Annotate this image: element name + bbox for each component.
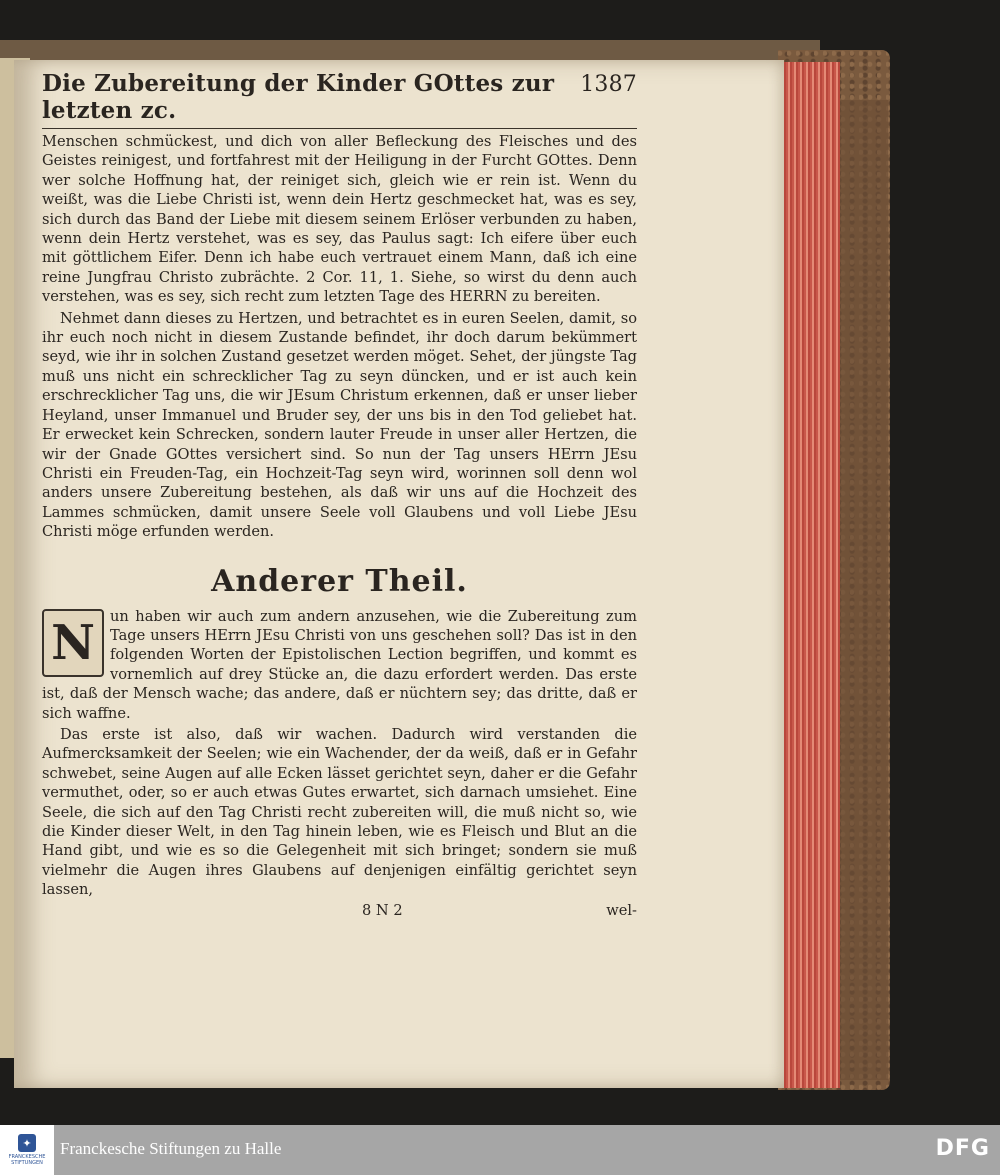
- page-text: [42, 70, 637, 919]
- institution-logo[interactable]: [0, 1125, 54, 1175]
- running-head: [42, 70, 637, 129]
- catchword: wel-: [606, 901, 637, 919]
- running-title: Die Zubereitung der Kinder GOttes zur letzten zc.: [42, 70, 555, 124]
- emblem-icon: ✦: [18, 1134, 36, 1152]
- institution-name[interactable]: Franckesche Stiftungen zu Halle: [60, 1139, 282, 1158]
- dfg-logo[interactable]: DFG: [935, 1136, 990, 1161]
- page-number: 1387: [580, 72, 637, 97]
- section-heading: Anderer Theil.: [211, 563, 468, 599]
- page-foot: [42, 902, 637, 919]
- paragraph-3: un haben wir auch zum andern anzusehen, wie die Zubereitung zum Tage unsers HErrn JEsu Christi von uns geschehen soll? Das ist in den folgenden Worten der Epistolischen Lection begriffen, und kommt es vornemlich auf drey Stücke an, die dazu erfordert werden. Das erste ist, daß der Mensch wache; das andere, daß er nüchtern sey; das dritte, daß er sich waffne.: [42, 607, 637, 722]
- paragraph-4: Das erste ist also, daß wir wachen. Dadurch wird verstanden die Aufmercksamkeit der Seelen; wie ein Wachender, der da weiß, daß er in Gefahr schwebet, seine Augen auf alle Ecken lässet gerichtet seyn, daher er die Gefahr vermuthet, oder, so er auch etwas Gutes erwartet, sich darnach umsiehet. Eine Seele, die sich auf den Tag Christi recht zubereiten will, die muß nicht so, wie die Kinder dieser Welt, in den Tag hinein leben, wie es Fleisch und Blut an die Hand gibt, und wie es so die Gelegenheit mit sich bringet; sondern sie muß vielmehr die Augen ihres Glaubens auf denjenigen einfältig gerichtet seyn lassen,: [42, 725, 637, 899]
- signature-mark: 8 N 2: [362, 901, 403, 919]
- paragraph-3-block: [42, 607, 637, 723]
- decorated-initial: N: [42, 609, 104, 677]
- logo-label: FRANCKESCHE STIFTUNGEN: [8, 1154, 46, 1166]
- viewer-footer: [0, 1125, 1000, 1175]
- cover-edge: [840, 100, 888, 1080]
- paragraph-2: Nehmet dann dieses zu Hertzen, und betrachtet es in euren Seelen, damit, so ihr euch noch nicht in diesem Zustande befindet, ihr doch darum bekümmert seyd, wie ihr in solchen Zustand gesetzet werden möget. Sehet, der jüngste Tag muß uns nicht ein schrecklicher Tag zu seyn düncken, und er ist auch kein erschrecklicher Tag uns, die wir JEsum Christum erkennen, daß er unser lieber Heyland, unser Immanuel und Bruder sey, der uns bis in den Tod geliebet hat. Er erwecket kein Schrecken, sondern lauter Freude in unser aller Hertzen, die wir der Gnade GOttes versichert sind. So nun der Tag unsers HErrn JEsu Christi ein Freuden-Tag, ein Hochzeit-Tag seyn wird, worinnen soll denn wol anders unsere Zubereitung bestehen, als daß wir uns auf die Hochzeit des Lammes schmücken, damit unsere Seele voll Glaubens und voll Liebe JEsu Christi möge erfunden werden.: [42, 309, 637, 541]
- paragraph-1: Menschen schmückest, und dich von aller Befleckung des Fleisches und des Geistes reinigest, und fortfahrest mit der Heiligung in der Furcht GOttes. Denn wer solche Hoffnung hat, der reiniget sich, gleich wie er rein ist. Wenn du weißt, was die Liebe Christi ist, wenn dein Hertz geschmecket hat, was es sey, sich durch das Band der Liebe mit diesem seinem Erlöser verbunden zu haben, wenn dein Hertz verstehet, was es sey, das Paulus sagt: Ich eifere über euch mit göttlichem Eifer. Denn ich habe euch vertrauet einem Mann, daß ich eine reine Jungfrau Christo zubrächte. 2 Cor. 11, 1. Siehe, so wirst du denn auch verstehen, was es sey, sich recht zum letzten Tage des HERRN zu bereiten.: [42, 133, 637, 306]
